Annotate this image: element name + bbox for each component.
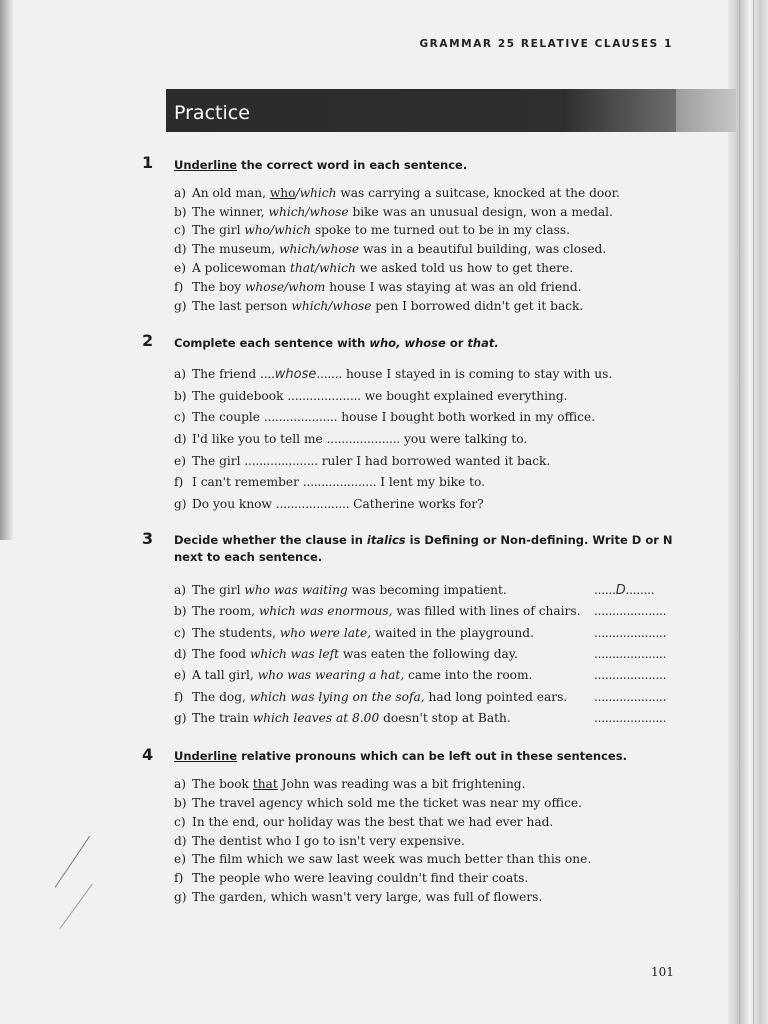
answer-blank: .................... xyxy=(326,432,401,446)
pencil-mark xyxy=(55,836,90,888)
exercise-item: c) In the end, our holiday was the best that we had ever had. xyxy=(174,815,554,829)
exercise-item: c) The girl who/which spoke to me turned out to be in my class. xyxy=(174,223,571,237)
exercise-item: g) The train which leaves at 8.00 doesn't stop at Bath. xyxy=(174,711,511,725)
book-spine xyxy=(728,0,768,1024)
exercise-item: g) The last person which/whose pen I borrowed didn't get it back. xyxy=(174,299,584,313)
exercise-item: a) The friend ....whose....... house I stayed in is coming to stay with us. xyxy=(174,367,613,382)
exercise-item: b) The winner, which/whose bike was an unusual design, won a medal. xyxy=(174,205,613,219)
running-head: GRAMMAR 25 RELATIVE CLAUSES 1 xyxy=(419,38,673,50)
answer-blank: ......D........ xyxy=(594,583,655,598)
exercise-item: e) A tall girl, who was wearing a hat, came into the room. xyxy=(174,668,533,682)
exercise-item: d) The food which was left was eaten the following day. xyxy=(174,647,518,661)
answer-blank: .................... xyxy=(302,475,377,489)
exercise-item: a) The book that John was reading was a bit frightening. xyxy=(174,777,526,791)
page-number: 101 xyxy=(651,965,674,979)
answer-blank: .................... xyxy=(594,690,667,704)
exercise-instruction: Underline relative pronouns which can be left out in these sentences. xyxy=(174,749,627,763)
exercise-item: g) Do you know .................... Catherine works for? xyxy=(174,497,484,511)
exercise-item: e) The film which we saw last week was much better than this one. xyxy=(174,852,592,866)
answer-blank: .................... xyxy=(275,497,350,511)
pencil-mark xyxy=(60,884,93,929)
exercise-item: f) The boy whose/whom house I was staying at was an old friend. xyxy=(174,280,582,294)
handwritten-answer: whose xyxy=(274,367,317,382)
exercise-item: b) The room, which was enormous, was filled with lines of chairs. xyxy=(174,604,581,618)
exercise-item: c) The students, who were late, waited in the playground. xyxy=(174,626,534,640)
exercise-item: f) The dog, which was lying on the sofa, had long pointed ears. xyxy=(174,690,568,704)
exercise-item: a) The girl who was waiting was becoming impatient. xyxy=(174,583,507,597)
answer-blank: .................... xyxy=(287,389,361,403)
exercise-item: e) A policewoman that/which we asked told us how to get there. xyxy=(174,261,574,275)
exercise-item: f) The people who were leaving couldn't find their coats. xyxy=(174,871,529,885)
exercise-number: 2 xyxy=(142,331,154,350)
answer-blank: .................... xyxy=(594,711,667,725)
exercise-number: 4 xyxy=(142,745,154,764)
answer-blank: .................... xyxy=(594,604,667,618)
exercise-number: 1 xyxy=(142,153,154,172)
exercise-item: b) The guidebook .................... we bought explained everything. xyxy=(174,389,568,403)
answer-blank: .................... xyxy=(244,454,318,468)
spine-edge-line xyxy=(739,0,740,1024)
answer-blank: .................... xyxy=(263,410,338,424)
exercise-item: c) The couple .................... house I bought both worked in my office. xyxy=(174,410,596,424)
exercise-item: b) The travel agency which sold me the ticket was near my office. xyxy=(174,796,582,810)
exercise-instruction: Decide whether the clause in italics is Defining or Non-defining. Write D or N next to each sentence. xyxy=(174,533,673,564)
answer-blank: .................... xyxy=(594,668,667,682)
exercise-item: g) The garden, which wasn't very large, was full of flowers. xyxy=(174,890,543,904)
banner-title: Practice xyxy=(174,102,250,124)
exercise-item: d) The dentist who I go to isn't very expensive. xyxy=(174,834,465,848)
handwritten-answer: D xyxy=(615,583,626,598)
spine-edge-line xyxy=(753,0,754,1024)
page-edge-shadow xyxy=(0,0,14,540)
exercise-item: d) I'd like you to tell me .................... you were talking to. xyxy=(174,432,528,446)
banner-extension xyxy=(676,89,736,132)
exercise-number: 3 xyxy=(142,529,154,548)
exercise-instruction: Complete each sentence with who, whose or that. xyxy=(174,336,499,350)
exercise-instruction: Underline the correct word in each sentence. xyxy=(174,158,468,172)
exercise-item: e) The girl .................... ruler I had borrowed wanted it back. xyxy=(174,454,551,468)
answer-blank: .................... xyxy=(594,626,667,640)
exercise-item: a) An old man, who/which was carrying a suitcase, knocked at the door. xyxy=(174,186,620,200)
answer-blank: .................... xyxy=(594,647,667,661)
exercise-item: f) I can't remember .................... I lent my bike to. xyxy=(174,475,486,489)
exercise-item: d) The museum, which/whose was in a beautiful building, was closed. xyxy=(174,242,607,256)
